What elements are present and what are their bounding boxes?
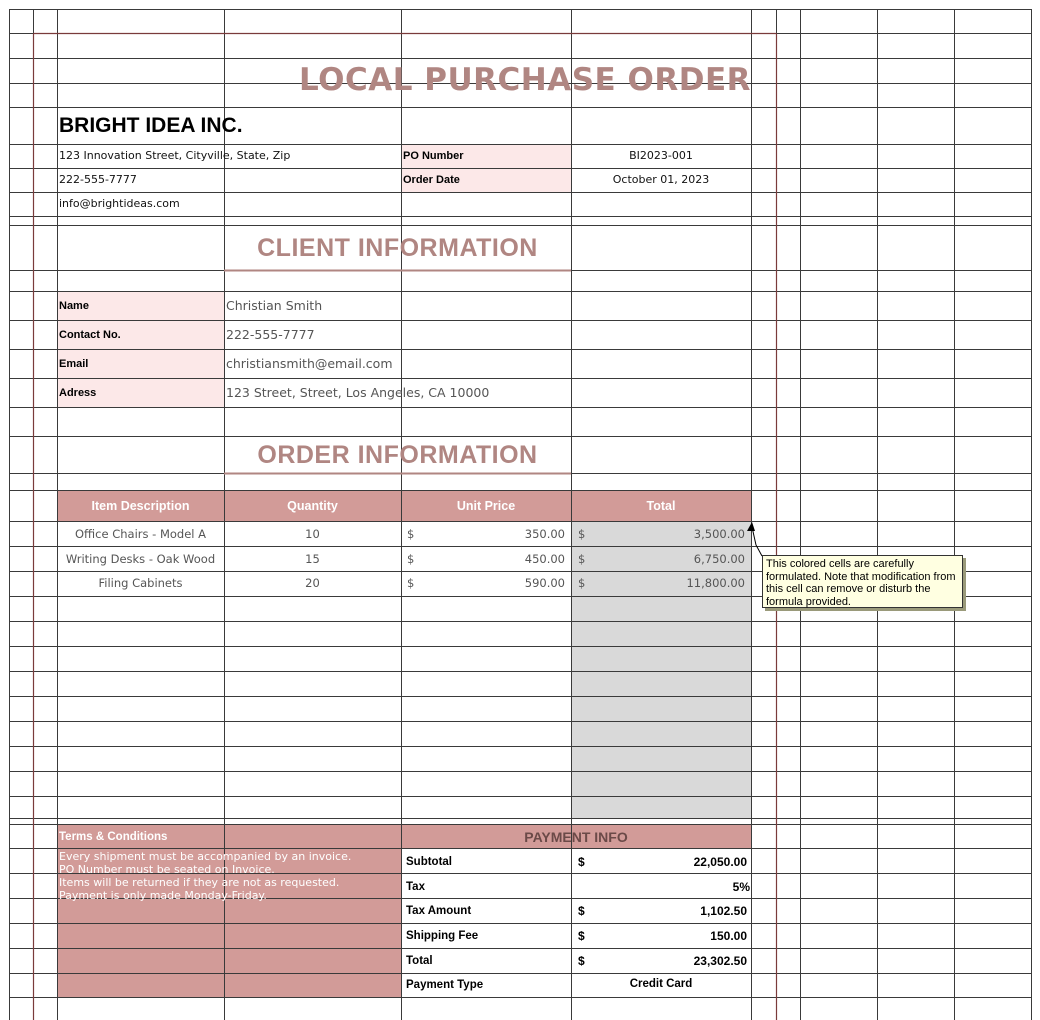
subtotal-value[interactable]: 22,050.00	[693, 855, 747, 869]
item-total[interactable]: 6,750.00	[693, 552, 745, 566]
item-unit-price[interactable]: 450.00	[524, 552, 565, 566]
page-title: LOCAL PURCHASE ORDER	[298, 62, 751, 98]
client-email-value[interactable]: christiansmith@email.com	[226, 356, 393, 371]
col-item-description: Item Description	[91, 499, 190, 513]
tax-amount-label: Tax Amount	[406, 905, 472, 917]
col-total: Total	[646, 499, 676, 513]
client-name-value[interactable]: Christian Smith	[226, 298, 323, 313]
client-contact-label: Contact No.	[59, 329, 121, 341]
item-price-currency: $	[407, 527, 415, 541]
cell-comment-note[interactable]	[762, 555, 963, 608]
order-info-heading: ORDER INFORMATION	[257, 441, 538, 469]
company-phone: 222-555-7777	[59, 173, 137, 186]
order-date-label: Order Date	[403, 174, 460, 186]
client-email-label: Email	[59, 358, 89, 370]
tax-amount-currency: $	[578, 904, 585, 918]
item-total[interactable]: 3,500.00	[693, 527, 745, 541]
tax-value[interactable]: 5%	[732, 880, 750, 894]
item-price-currency: $	[407, 576, 415, 590]
subtotal-label: Subtotal	[406, 856, 452, 868]
client-contact-value[interactable]: 222-555-7777	[226, 327, 315, 342]
item-description[interactable]: Writing Desks - Oak Wood	[65, 552, 216, 566]
total-currency: $	[578, 954, 585, 968]
payment-type-value[interactable]: Credit Card	[629, 978, 693, 990]
po-number-value[interactable]: BI2023-001	[629, 149, 693, 162]
tax-label: Tax	[406, 881, 425, 893]
item-quantity[interactable]: 15	[305, 552, 320, 566]
cell-comment-text: This colored cells are carefully formulated. Note that modification from this cell can remove or disturb the formula provided.	[766, 558, 956, 608]
total-value[interactable]: 23,302.50	[693, 954, 747, 968]
item-total-currency: $	[578, 552, 586, 566]
company-email: info@brightideas.com	[59, 197, 180, 210]
terms-line: PO Number must be seated on Invoice.	[59, 863, 275, 876]
col-unit-price: Unit Price	[456, 499, 516, 513]
item-total-currency: $	[578, 576, 586, 590]
terms-title: Terms & Conditions	[59, 831, 168, 843]
order-date-value[interactable]: October 01, 2023	[612, 173, 710, 186]
shipping-fee-label: Shipping Fee	[406, 930, 479, 942]
client-address-value[interactable]: 123 Street, Street, Los Angeles, CA 10000	[226, 385, 490, 400]
item-total-currency: $	[578, 527, 586, 541]
client-address-label: Adress	[59, 387, 97, 399]
payment-type-label: Payment Type	[406, 979, 484, 991]
terms-line: Every shipment must be accompanied by an invoice.	[59, 850, 352, 863]
col-quantity: Quantity	[287, 499, 338, 513]
total-label: Total	[406, 955, 433, 967]
shipping-fee-currency: $	[578, 929, 585, 943]
payment-info-heading: PAYMENT INFO	[524, 829, 628, 845]
shipping-fee-value[interactable]: 150.00	[710, 929, 747, 943]
item-quantity[interactable]: 10	[305, 527, 320, 541]
item-quantity[interactable]: 20	[305, 576, 320, 590]
item-description[interactable]: Filing Cabinets	[98, 576, 183, 590]
subtotal-currency: $	[578, 855, 585, 869]
po-number-label: PO Number	[403, 150, 464, 162]
company-address: 123 Innovation Street, Cityville, State, Zip	[59, 149, 291, 162]
client-name-label: Name	[59, 300, 89, 312]
tax-amount-value[interactable]: 1,102.50	[700, 904, 747, 918]
client-info-heading: CLIENT INFORMATION	[257, 234, 538, 262]
terms-line: Items will be returned if they are not as requested.	[59, 876, 340, 889]
company-name: BRIGHT IDEA INC.	[59, 114, 243, 137]
item-unit-price[interactable]: 590.00	[524, 576, 565, 590]
item-total[interactable]: 11,800.00	[686, 576, 745, 590]
item-description[interactable]: Office Chairs - Model A	[74, 527, 206, 541]
item-price-currency: $	[407, 552, 415, 566]
terms-line: Payment is only made Monday-Friday.	[59, 889, 267, 902]
item-unit-price[interactable]: 350.00	[524, 527, 565, 541]
